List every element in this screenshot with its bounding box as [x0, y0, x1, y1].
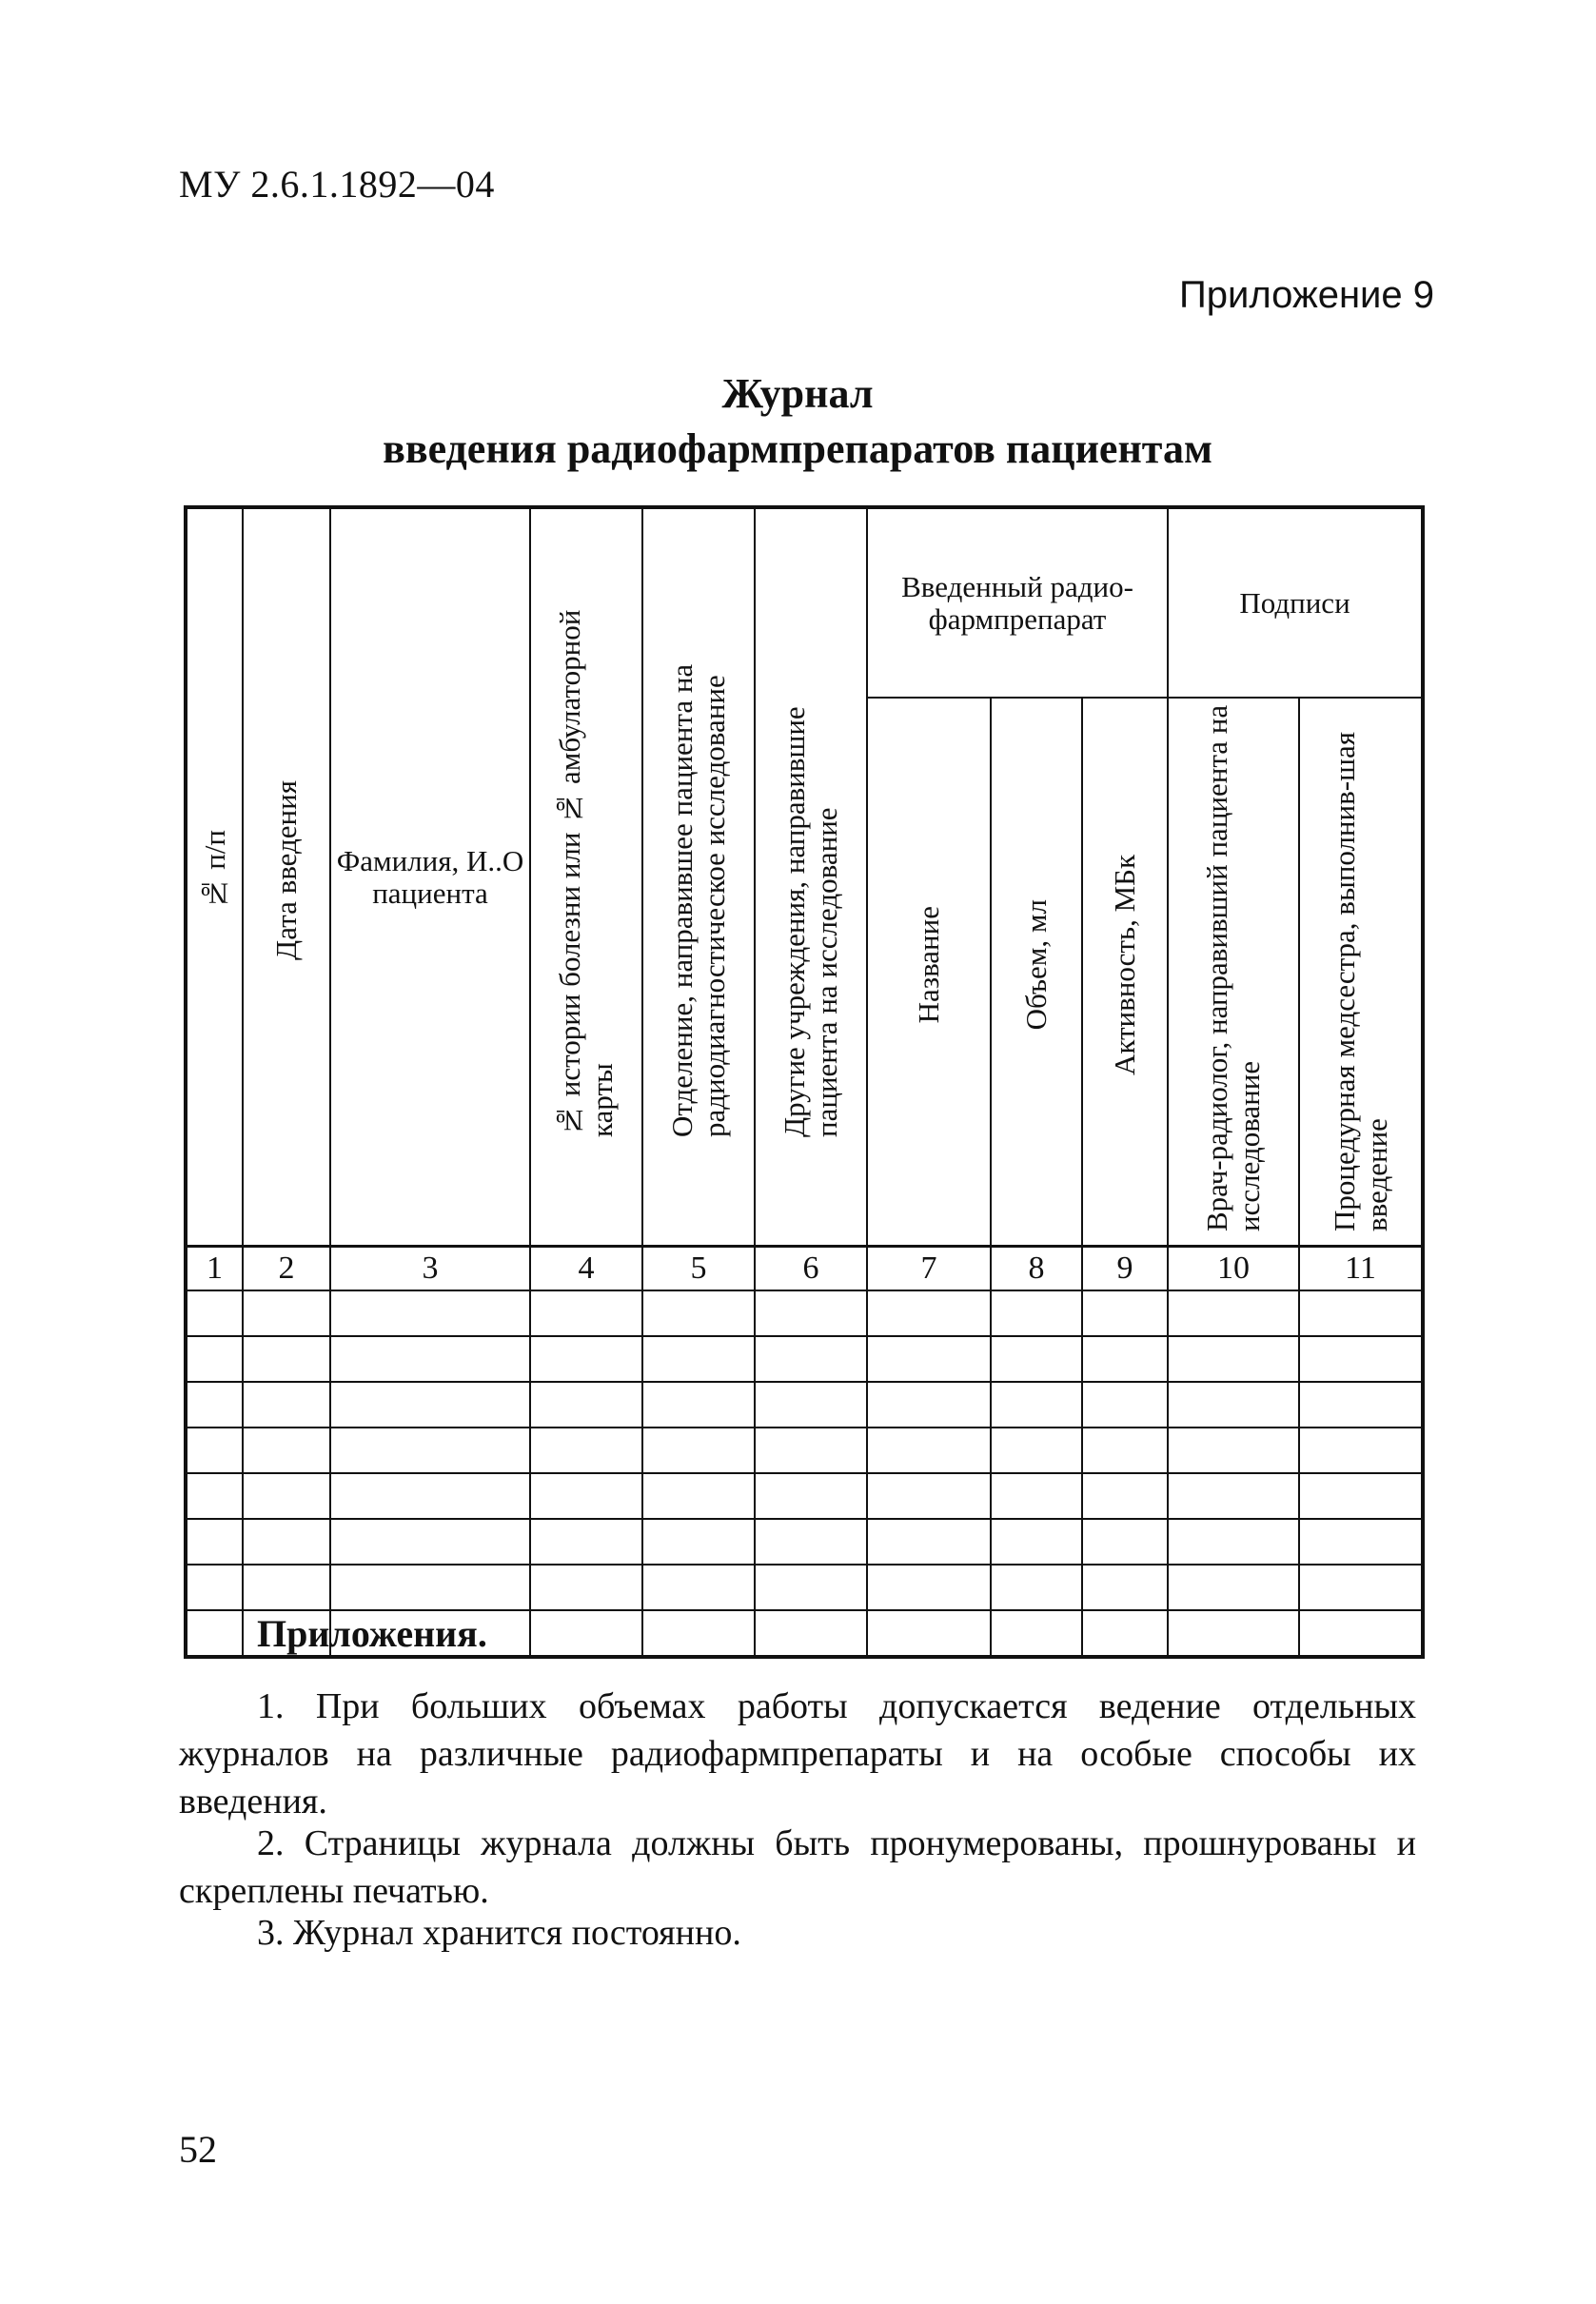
- column-number: 8: [991, 1247, 1082, 1291]
- table-row: [186, 1290, 1423, 1336]
- col-group-signatures: Подписи: [1168, 507, 1423, 698]
- notes-heading: Приложения.: [257, 1612, 487, 1655]
- table-row: [186, 1473, 1423, 1519]
- col-header-record-number: № истории болезни или № амбулаторной карты: [530, 507, 642, 1247]
- col-header-activity: Активность, МБк: [1082, 698, 1168, 1247]
- col-header-drug-name: Название: [867, 698, 991, 1247]
- column-number: 10: [1168, 1247, 1299, 1291]
- col-group-radiopharmaceutical: Введенный радио-фармпрепарат: [867, 507, 1168, 698]
- column-number: 7: [867, 1247, 991, 1291]
- note-item: 2. Страницы журнала должны быть пронумерованы, прошнурованы и скреплены печатью.: [179, 1823, 1416, 1911]
- document-code: МУ 2.6.1.1892—04: [179, 163, 495, 206]
- column-number: 6: [755, 1247, 867, 1291]
- page-number: 52: [179, 2128, 217, 2171]
- column-number: 9: [1082, 1247, 1168, 1291]
- column-number-row: [186, 1247, 1423, 1291]
- col-header-date: Дата введения: [243, 507, 330, 1247]
- table-row: [186, 1565, 1423, 1610]
- col-header-radiologist: Врач-радиолог, направивший пациента на исследование: [1168, 698, 1299, 1247]
- table-row: [186, 1382, 1423, 1428]
- col-header-other-institutions: Другие учреждения, направившие пациента на исследование: [755, 507, 867, 1247]
- col-header-patient-name: Фамилия, И..О пациента: [330, 507, 530, 1247]
- col-header-number: № п/п: [186, 507, 243, 1247]
- journal-table: [184, 505, 1425, 1659]
- appendix-label: Приложение 9: [1179, 274, 1434, 316]
- column-number: 5: [642, 1247, 755, 1291]
- note-item: 1. При больших объемах работы допускается ведение отдельных журналов на различные радиофармпрепараты и на особые способы их введения.: [179, 1686, 1416, 1822]
- column-number: 1: [186, 1247, 243, 1291]
- column-number: 11: [1299, 1247, 1423, 1291]
- journal-subtitle: введения радиофармпрепаратов пациентам: [383, 425, 1212, 472]
- column-number: 4: [530, 1247, 642, 1291]
- journal-title: Журнал: [721, 370, 874, 417]
- col-header-department: Отделение, направившее пациента на радиодиагностическое исследование: [642, 507, 755, 1247]
- table-row: [186, 1428, 1423, 1473]
- col-header-nurse: Процедурная медсестра, выполнив-шая введение: [1299, 698, 1423, 1247]
- column-number: 2: [243, 1247, 330, 1291]
- column-number: 3: [330, 1247, 530, 1291]
- note-item: 3. Журнал хранится постоянно.: [257, 1913, 741, 1953]
- table-row: [186, 1336, 1423, 1382]
- col-header-volume: Объем, мл: [991, 698, 1082, 1247]
- table-row: [186, 1519, 1423, 1565]
